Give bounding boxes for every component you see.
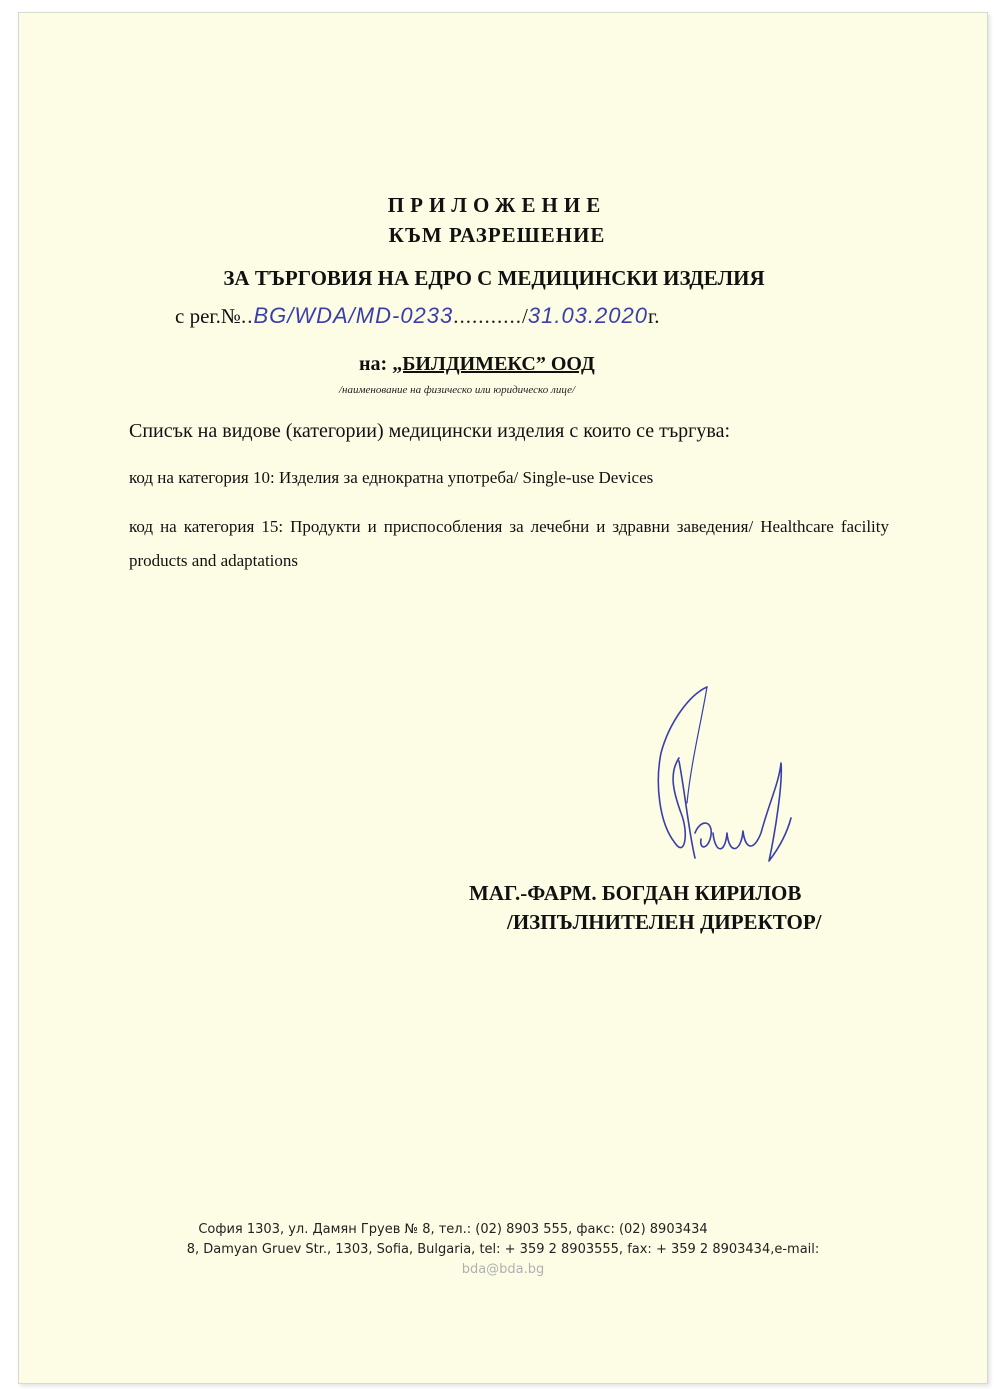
signer-name: МАГ.-ФАРМ. БОГДАН КИРИЛОВ <box>469 881 802 905</box>
document-page <box>18 12 988 1384</box>
signer-position: /ИЗПЪЛНИТЕЛЕН ДИРЕКТОР/ <box>507 910 822 934</box>
holder-note: /наименование на физическо или юридическо лице/ <box>339 384 576 396</box>
heading-line-2: КЪМ РАЗРЕШЕНИЕ <box>388 223 606 247</box>
registration-prefix: с рег.№ <box>175 304 241 328</box>
heading-line-1: ПРИЛОЖЕНИЕ <box>387 193 607 217</box>
registration-number: BG/WDA/MD-0233 <box>253 303 454 328</box>
footer-address-bg: София 1303, ул. Дамян Груев № 8, тел.: (02) 8903 555, факс: (02) 8903434 <box>198 1222 708 1237</box>
handwritten-signature <box>629 683 809 883</box>
company-name: „БИЛДИМЕКС” ООД <box>392 353 595 375</box>
category-item: код на категория 10: Изделия за еднократна употреба/ Single-use Devices <box>129 468 654 487</box>
heading-line-3: ЗА ТЪРГОВИЯ НА ЕДРО С МЕДИЦИНСКИ ИЗДЕЛИЯ <box>223 266 765 290</box>
list-title: Списък на видове (категории) медицински изделия с които се търгува: <box>129 420 730 442</box>
category-item: код на категория 15: Продукти и приспособления за лечебни и здравни заведения/ Healthcare facility products and adaptations <box>129 517 889 570</box>
footer-email: bda@bda.bg <box>461 1262 545 1277</box>
registration-date: 31.03.2020 <box>527 303 648 328</box>
signer-block <box>469 879 822 937</box>
footer-address-en: 8, Damyan Gruev Str., 1303, Sofia, Bulgaria, tel: + 359 2 8903555, fax: + 359 2 8903434,e-mail: <box>186 1242 820 1257</box>
registration-line: с рег.№..BG/WDA/MD-0233.........../31.03.2020г. <box>175 303 660 328</box>
registration-separator: / <box>522 304 528 328</box>
holder-prefix: на: <box>359 353 388 375</box>
footer <box>19 1220 987 1280</box>
registration-suffix: г. <box>647 304 660 328</box>
holder-line <box>359 353 595 376</box>
